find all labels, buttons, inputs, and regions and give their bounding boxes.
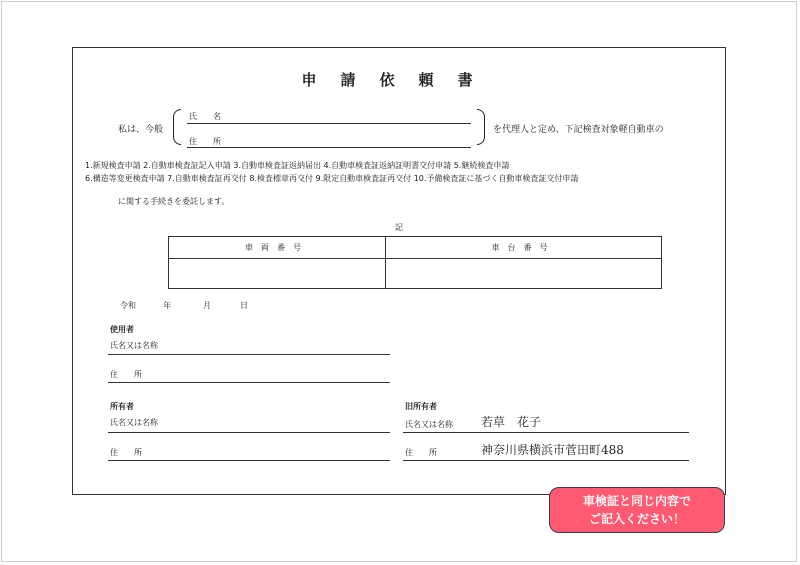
date-year: 年 xyxy=(163,301,171,310)
former-owner-address-value: 神奈川県横浜市菅田町488 xyxy=(481,443,624,457)
user-name-label: 氏名又は名称 xyxy=(110,341,158,350)
callout-line-2: ご記入ください！ xyxy=(588,512,685,526)
vehicle-number-header: 車両番号 xyxy=(169,237,386,259)
user-heading: 使用者 xyxy=(110,325,134,334)
former-owner-name-label: 氏名又は名称 xyxy=(405,420,453,429)
ki-mark: 記 xyxy=(395,223,403,232)
delegation-text: に関する手続きを委託します。 xyxy=(118,197,230,206)
owner-heading: 所有者 xyxy=(110,402,134,411)
intro-suffix: を代理人と定め、下記検査対象軽自動車の xyxy=(493,125,664,135)
owner-address-line[interactable] xyxy=(108,460,390,461)
services-line-1: 1.新規検査申請 2.自動車検査証記入申請 3.自動車検査証返納届出 4.自動車検査証返納証明書交付申請 5.継続検査申請 xyxy=(85,161,510,170)
services-line-2: 6.構造等変更検査申請 7.自動車検査証再交付 8.検査標章再交付 9.限定自動車検査証再交付 10.予備検査証に基づく自動車検査証交付申請 xyxy=(85,174,579,183)
table-value-row xyxy=(169,259,662,289)
owner-address-label: 住 所 xyxy=(110,448,142,457)
owner-name-label: 氏名又は名称 xyxy=(110,418,158,427)
user-address-label: 住 所 xyxy=(110,370,142,379)
right-bracket xyxy=(477,109,485,145)
vehicle-table xyxy=(168,236,662,289)
agent-address-label: 住 所 xyxy=(189,137,221,146)
former-owner-address-label: 住 所 xyxy=(405,448,437,457)
chassis-number-cell[interactable] xyxy=(386,259,662,289)
user-address-line[interactable] xyxy=(108,382,390,383)
agent-address-line[interactable] xyxy=(187,147,471,148)
former-owner-name-value: 若草 花子 xyxy=(481,415,542,429)
form-title: 申請依頼書 xyxy=(301,71,497,89)
user-name-line[interactable] xyxy=(108,354,390,355)
date-era: 令和 xyxy=(120,301,136,310)
date-month: 月 xyxy=(203,301,211,310)
agent-name-line[interactable] xyxy=(187,123,471,124)
former-owner-name-line[interactable] xyxy=(403,432,689,433)
former-owner-heading: 旧所有者 xyxy=(405,402,437,411)
callout-bubble xyxy=(549,487,725,533)
application-form xyxy=(72,47,726,495)
callout-line-1: 車検証と同じ内容で xyxy=(582,494,691,508)
table-header-row xyxy=(169,237,662,259)
left-bracket xyxy=(173,109,181,145)
agent-name-label: 氏 名 xyxy=(189,112,221,121)
former-owner-address-line[interactable] xyxy=(403,460,689,461)
intro-prefix: 私は、今般 xyxy=(118,125,164,135)
owner-name-line[interactable] xyxy=(108,432,390,433)
date-day: 日 xyxy=(240,301,248,310)
vehicle-number-cell[interactable] xyxy=(169,259,386,289)
chassis-number-header: 車台番号 xyxy=(386,237,662,259)
